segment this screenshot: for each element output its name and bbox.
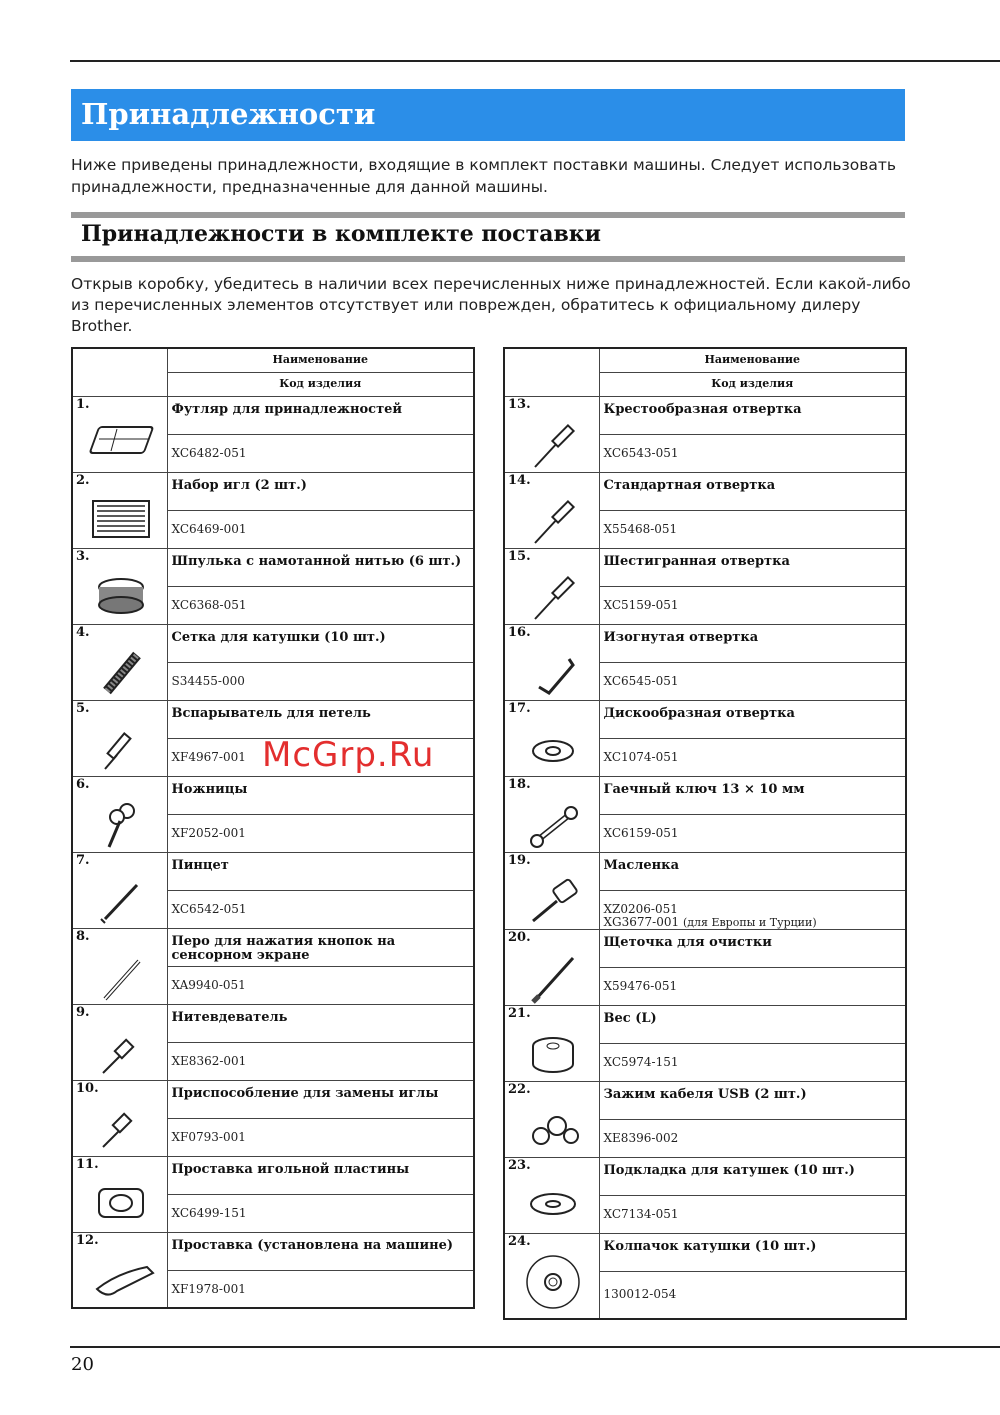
intro-text: Ниже приведены принадлежности, входящие в комплект поставки машины. Следует использовать принадлежности, предназначенные для данной машины. [71, 156, 897, 196]
item-number: 2. [76, 472, 90, 488]
table-row [72, 928, 474, 966]
item-code: XA9940-051 [171, 977, 246, 992]
table-row [504, 700, 906, 738]
table-row [72, 700, 474, 738]
item-code-cell [167, 1270, 474, 1308]
item-code-cell [167, 434, 474, 472]
item-name: Проставка игольной пластины [167, 1156, 474, 1194]
item-code-cell [167, 586, 474, 624]
item-cell [72, 1156, 167, 1232]
item-cell [72, 396, 167, 472]
item-code: XC6368-051 [171, 597, 247, 612]
item-name: Дискообразная отвертка [599, 700, 906, 738]
spacer-icon [87, 1247, 155, 1309]
item-cell [72, 852, 167, 928]
item-name: Подкладка для катушек (10 шт.) [599, 1157, 906, 1195]
table-row [504, 1081, 906, 1119]
item-code: XC5974-151 [603, 1054, 679, 1069]
table-row [504, 1005, 906, 1043]
case-icon [87, 411, 155, 473]
page-title: Принадлежности [71, 89, 905, 141]
item-name: Крестообразная отвертка [599, 396, 906, 434]
item-code-cell [167, 814, 474, 852]
item-number: 10. [76, 1080, 99, 1096]
table-row [504, 776, 906, 814]
table-row [72, 472, 474, 510]
item-name: Приспособление для замены иглы [167, 1080, 474, 1118]
item-code: XF2052-001 [171, 825, 246, 840]
item-number: 22. [508, 1081, 531, 1097]
item-name: Ножницы [167, 776, 474, 814]
bobbin-icon [87, 563, 155, 625]
item-number: 14. [508, 472, 531, 488]
top-rule [70, 60, 1000, 62]
item-code-cell [599, 586, 906, 624]
item-code-cell [599, 814, 906, 852]
stylus-icon [87, 943, 155, 1005]
item-cell [504, 1081, 599, 1157]
item-code: 130012-054 [603, 1286, 677, 1301]
item-name: Перо для нажатия кнопок на сенсорном экране [167, 928, 474, 966]
item-name: Шестигранная отвертка [599, 548, 906, 586]
item-code: XF0793-001 [171, 1129, 246, 1144]
table-row [72, 776, 474, 814]
wrench-icon [519, 791, 587, 853]
header-name: Наименование [167, 348, 474, 372]
item-name: Вспарыватель для петель [167, 700, 474, 738]
item-cell [504, 1233, 599, 1319]
item-number: 16. [508, 624, 531, 640]
item-number: 20. [508, 929, 531, 945]
item-code: XC6482-051 [171, 445, 247, 460]
item-cell [504, 1005, 599, 1081]
item-code-cell [167, 1118, 474, 1156]
item-cell [504, 624, 599, 700]
item-code-cell [599, 967, 906, 1005]
accessories-table-left [71, 347, 475, 1309]
item-code: XF4967-001 [171, 749, 246, 764]
item-name: Проставка (установлена на машине) [167, 1232, 474, 1270]
table-row [504, 396, 906, 434]
page-number: 20 [71, 1354, 94, 1375]
item-code-cell [599, 662, 906, 700]
section-title: Принадлежности в комплекте поставки [81, 221, 601, 247]
item-name: Набор игл (2 шт.) [167, 472, 474, 510]
item-code: S34455-000 [171, 673, 245, 688]
screwdriver-icon [519, 487, 587, 549]
item-code-cell [599, 1119, 906, 1157]
item-cell [504, 776, 599, 852]
item-code: X55468-051 [603, 521, 678, 536]
item-name: Футляр для принадлежностей [167, 396, 474, 434]
screwdriver-icon [519, 411, 587, 473]
item-code: XC6545-051 [603, 673, 679, 688]
item-cell [72, 1232, 167, 1308]
section-rule-top [71, 212, 905, 218]
table-row [72, 1156, 474, 1194]
table-row [72, 624, 474, 662]
item-code: XF1978-001 [171, 1281, 246, 1296]
item-cell [72, 928, 167, 1004]
item-code: XC6499-151 [171, 1205, 247, 1220]
item-number: 3. [76, 548, 90, 564]
table-row [504, 472, 906, 510]
item-code-cell [167, 890, 474, 928]
table-row [504, 1233, 906, 1271]
accessories-table-right [503, 347, 907, 1320]
spool-net-icon [87, 639, 155, 701]
table-row [504, 929, 906, 967]
item-cell [72, 1080, 167, 1156]
item-name: Пинцет [167, 852, 474, 890]
needles-icon [87, 487, 155, 549]
item-cell [504, 700, 599, 776]
item-cell [504, 929, 599, 1005]
table-row [504, 548, 906, 586]
table-row [72, 548, 474, 586]
item-cell [72, 472, 167, 548]
item-code: XC5159-051 [603, 597, 679, 612]
bottom-rule [70, 1346, 1000, 1348]
table-row [72, 396, 474, 434]
item-number: 1. [76, 396, 90, 412]
item-code-cell [599, 890, 906, 929]
needle-tool-icon [87, 1095, 155, 1157]
brush-icon [519, 944, 587, 1006]
item-number: 8. [76, 928, 90, 944]
item-name: Изогнутая отвертка [599, 624, 906, 662]
table-row [72, 852, 474, 890]
item-name: Гаечный ключ 13 × 10 мм [599, 776, 906, 814]
item-name: Шпулька с намотанной нитью (6 шт.) [167, 548, 474, 586]
tweezers-icon [87, 867, 155, 929]
table-row [72, 1232, 474, 1270]
item-name: Сетка для катушки (10 шт.) [167, 624, 474, 662]
item-name: Масленка [599, 852, 906, 890]
section-rule-bottom [71, 256, 905, 262]
item-code-cell [167, 662, 474, 700]
item-number: 9. [76, 1004, 90, 1020]
item-code-cell [599, 738, 906, 776]
item-code: XC6543-051 [603, 445, 679, 460]
screwdriver-icon [519, 563, 587, 625]
item-cell [72, 624, 167, 700]
oiler-icon [519, 867, 587, 929]
item-cell [504, 396, 599, 472]
section-text: Открыв коробку, убедитесь в наличии всех перечисленных ниже принадлежностей. Если какой-либо из перечисленных элементов отсутствует или поврежден, обратитесь к официальному дилеру Brother. [71, 275, 911, 335]
item-code: XC1074-051 [603, 749, 679, 764]
item-code-cell [167, 1042, 474, 1080]
spool-cap-icon [519, 1248, 587, 1320]
header-code: Код изделия [167, 372, 474, 396]
header-blank [72, 348, 167, 396]
item-code: XC7134-051 [603, 1206, 679, 1221]
item-number: 12. [76, 1232, 99, 1248]
table-row [72, 1004, 474, 1042]
item-code-note: (для Европы и Турции) [682, 915, 817, 929]
header-code: Код изделия [599, 372, 906, 396]
item-cell [72, 776, 167, 852]
item-number: 5. [76, 700, 90, 716]
item-cell [72, 1004, 167, 1080]
table-row [504, 852, 906, 890]
item-code-cell [599, 1271, 906, 1319]
item-number: 15. [508, 548, 531, 564]
item-code-cell [599, 1195, 906, 1233]
item-code: XC6469-001 [171, 521, 247, 536]
header-name: Наименование [599, 348, 906, 372]
item-code-cell [599, 510, 906, 548]
item-code: XC6159-051 [603, 825, 679, 840]
usb-clamp-icon [519, 1096, 587, 1158]
item-number: 21. [508, 1005, 531, 1021]
item-number: 17. [508, 700, 531, 716]
scissors-icon [87, 791, 155, 853]
watermark: McGrp.Ru [262, 735, 435, 775]
item-name: Нитевдеватель [167, 1004, 474, 1042]
item-code-cell [167, 966, 474, 1004]
disc-screwdriver-icon [519, 715, 587, 777]
item-number: 24. [508, 1233, 531, 1249]
item-name: Зажим кабеля USB (2 шт.) [599, 1081, 906, 1119]
item-number: 23. [508, 1157, 531, 1173]
item-code: XE8396-002 [603, 1130, 679, 1145]
item-number: 19. [508, 852, 531, 868]
bent-screwdriver-icon [519, 639, 587, 701]
item-number: 4. [76, 624, 90, 640]
item-code-cell [167, 1194, 474, 1232]
item-cell [72, 548, 167, 624]
header-blank [504, 348, 599, 396]
item-number: 11. [76, 1156, 99, 1172]
item-name: Колпачок катушки (10 шт.) [599, 1233, 906, 1271]
item-cell [504, 472, 599, 548]
item-name: Вес (L) [599, 1005, 906, 1043]
item-code-cell [599, 1043, 906, 1081]
table-row [72, 1080, 474, 1118]
plate-spacer-icon [87, 1171, 155, 1233]
item-code: XZ0206-051 [603, 901, 678, 916]
item-code: XE8362-001 [171, 1053, 247, 1068]
seam-ripper-icon [87, 715, 155, 777]
item-cell [504, 548, 599, 624]
item-code-cell [599, 434, 906, 472]
item-code-cell [167, 510, 474, 548]
item-cell [72, 700, 167, 776]
item-code: X59476-051 [603, 978, 678, 993]
item-code-alt: XG3677-001 [603, 914, 680, 929]
weight-icon [519, 1020, 587, 1082]
item-name: Щеточка для очистки [599, 929, 906, 967]
item-cell [504, 852, 599, 929]
threader-icon [87, 1019, 155, 1081]
item-number: 18. [508, 776, 531, 792]
item-code: XC6542-051 [171, 901, 247, 916]
item-number: 13. [508, 396, 531, 412]
item-number: 6. [76, 776, 90, 792]
spool-pad-icon [519, 1172, 587, 1234]
item-name: Стандартная отвертка [599, 472, 906, 510]
item-cell [504, 1157, 599, 1233]
table-row [504, 624, 906, 662]
table-row [504, 1157, 906, 1195]
item-number: 7. [76, 852, 90, 868]
